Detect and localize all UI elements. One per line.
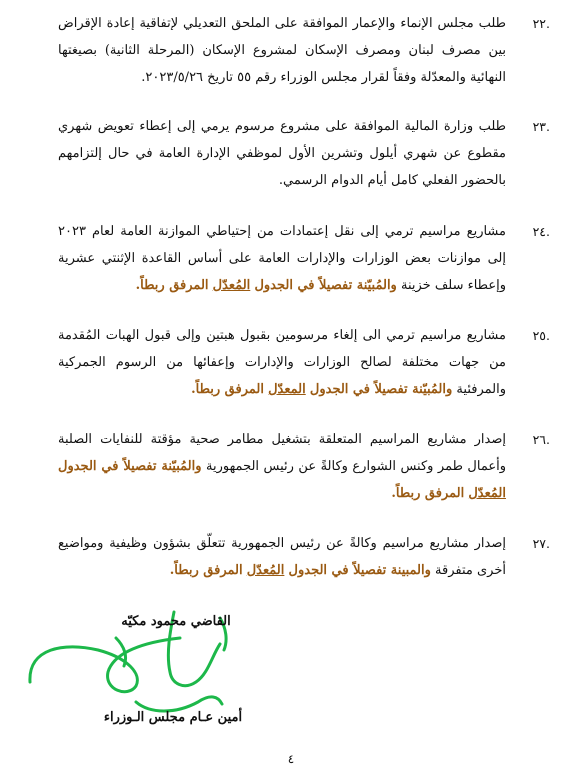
emphasis-underlined: المعدّل xyxy=(268,382,306,397)
agenda-item-22 xyxy=(58,10,550,91)
emphasis-underlined: المُعدّل xyxy=(468,486,506,501)
agenda-item-26 xyxy=(58,426,550,507)
emphasis-text: المرفق ربطاً. xyxy=(169,563,243,578)
item-text: طلب وزارة المالية الموافقة على مشروع مرسوم يرمي إلى إعطاء تعويض شهري مقطوع عن شهري أيلول وتشرين الأول لموظفي الإدارة العامة في حال إلتزامهم بالحضور الفعلي كامل أيام الدوام الرسمي. xyxy=(58,119,506,188)
item-number: .٢٦ xyxy=(532,432,550,447)
agenda-item-27 xyxy=(58,530,550,584)
emphasis-underlined: المُعدّل xyxy=(212,278,251,293)
item-text: مشاريع مراسيم ترمي إلى نقل إعتمادات من إحتياطي الموازنة العامة لعام ٢٠٢٣ إلى موازنات بعض الوزارات والإدارات العامة على أساس القاعدة الإثنتي عشرية وإعطاء سلف خزينة xyxy=(58,224,506,293)
agenda-item-24 xyxy=(58,218,550,299)
item-text: إصدار مشاريع المراسيم المتعلقة بتشغيل مطامر صحية مؤقتة للنفايات الصلبة وأعمال طمر وكنس الشوارع وكالةً عن رئيس الجمهورية xyxy=(58,432,507,474)
emphasis-text: المرفق ربطاً. xyxy=(391,486,465,501)
emphasis-text: والمبينة تفصيلاً في الجدول xyxy=(288,563,431,578)
emphasis-text: المرفق ربطاً. xyxy=(191,382,264,397)
emphasis-underlined: المُعدّل xyxy=(246,563,285,578)
emphasis-text: والمُبيّنة تفصيلاً في الجدول xyxy=(58,459,202,474)
signatory-name: القاضي محمود مكيّه xyxy=(121,614,231,629)
emphasis-text: المرفق ربطاً. xyxy=(135,278,209,293)
item-text: طلب مجلس الإنماء والإعمار الموافقة على الملحق التعديلي لإتفاقية إعادة الإقراض بين مصرف لبنان ومصرف الإسكان لمشروع الإسكان (المرحلة الثانية) بصيغتها النهائية والمعدّلة وفقاً لقرار مجلس الوزراء رقم ٥٥ تاريخ ٢٠٢٣/٥/٢٦. xyxy=(58,16,506,85)
signatory-title: أمين عـام مجلس الـوزراء xyxy=(103,710,243,725)
emphasis-text: والمُبيّنة تفصيلاً في الجدول xyxy=(309,382,453,397)
emphasis-text: والمُبيّنة تفصيلاً في الجدول xyxy=(254,278,397,293)
item-number: .٢٣ xyxy=(532,119,550,134)
agenda-item-23 xyxy=(58,113,550,194)
item-text: إصدار مشاريع مراسيم وكالةً عن رئيس الجمهورية تتعلّق بشؤون وظيفية ومواضيع أخرى متفرقة xyxy=(58,536,506,578)
item-number: .٢٥ xyxy=(532,328,550,343)
item-number: .٢٤ xyxy=(532,224,550,239)
item-number: .٢٧ xyxy=(532,536,550,551)
item-text: مشاريع مراسيم ترمي الى إلغاء مرسومين بقبول هبتين وإلى قبول الهبات المُقدمة من جهات مختلفة لصالح الوزارات والإدارات وإعفائها من الرسوم الجمركية والمرفئية xyxy=(58,328,506,397)
agenda-item-25 xyxy=(58,322,550,403)
page-number: ٤ xyxy=(287,752,295,766)
item-number: .٢٢ xyxy=(532,16,550,31)
